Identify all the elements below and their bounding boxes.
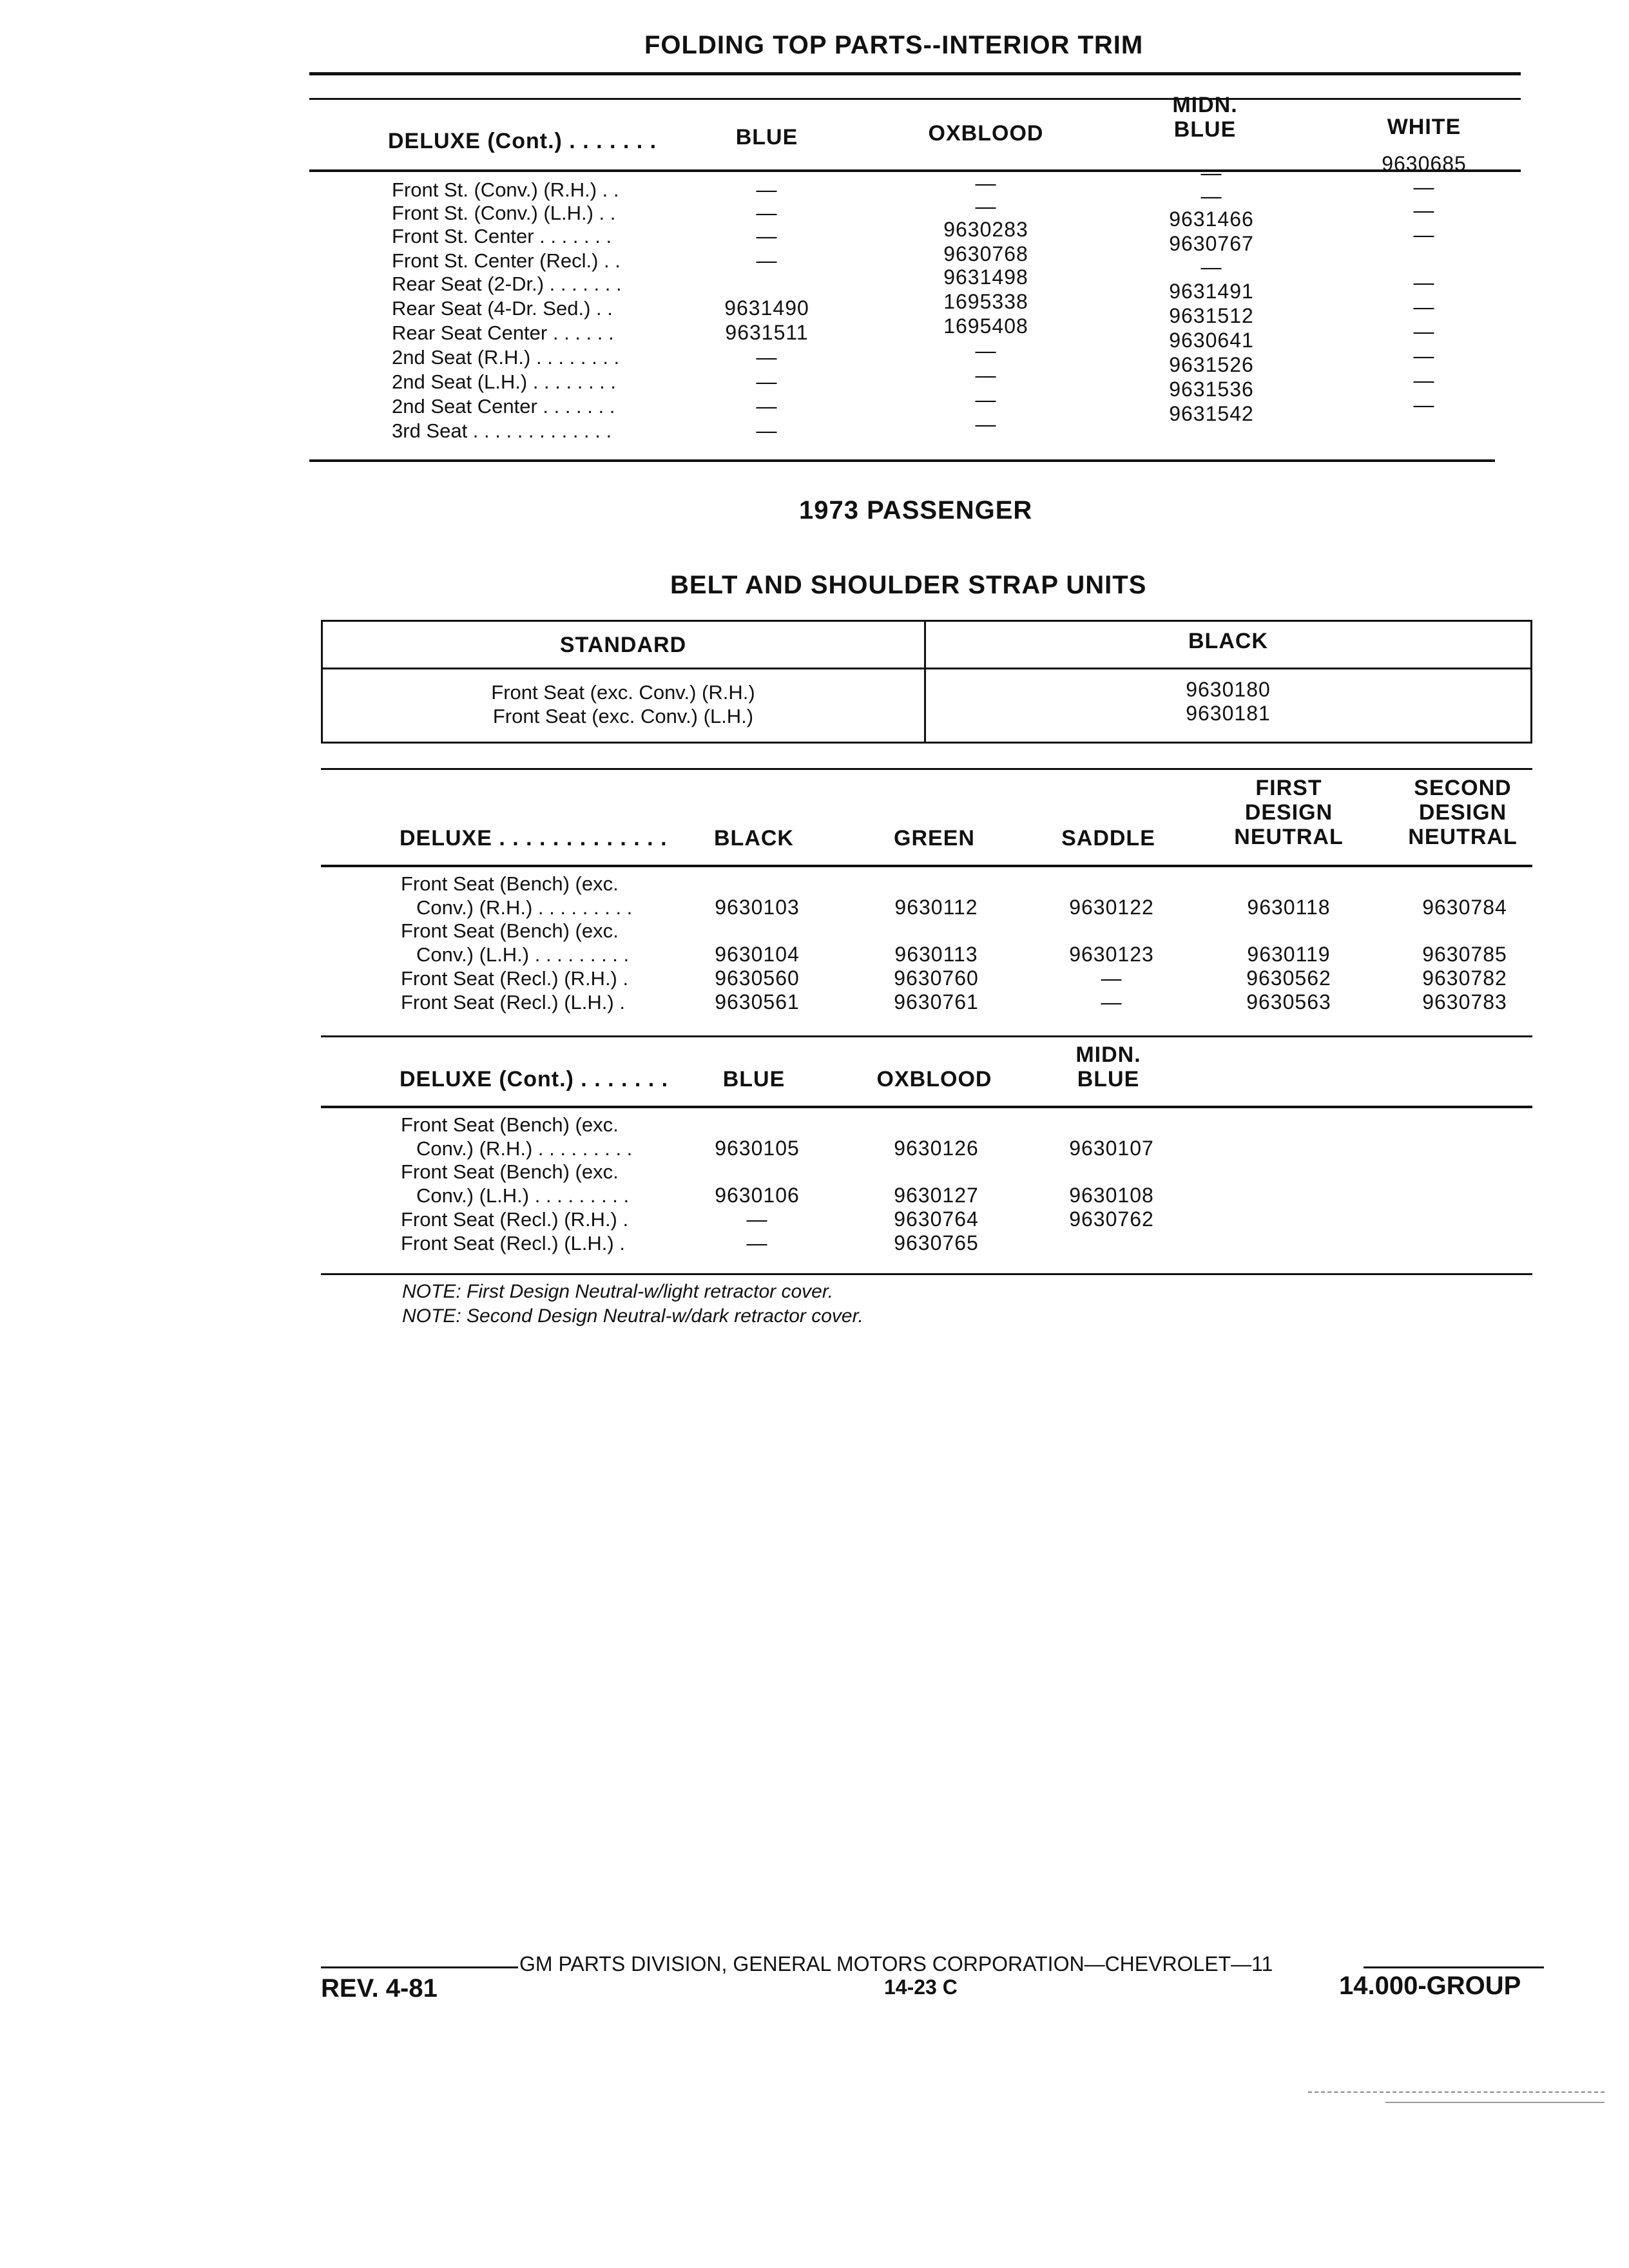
row-label: Front Seat (Bench) (exc.: [401, 1160, 619, 1183]
part-number: —: [756, 345, 778, 369]
part-number: —: [1101, 990, 1123, 1014]
part-number: 9631511: [725, 321, 809, 344]
part-number: —: [756, 201, 778, 224]
part-number: 1695408: [943, 314, 1028, 338]
row-label: Front Seat (Bench) (exc.: [401, 872, 619, 895]
part-number: —: [1413, 271, 1435, 294]
group-label: 14.000-GROUP: [1339, 1972, 1521, 2000]
part-number: —: [756, 419, 778, 442]
part-number: 9630122: [1069, 896, 1154, 919]
row-label: Front St. (Conv.) (L.H.) . .: [392, 202, 616, 224]
col-header-first: FIRST: [1255, 776, 1322, 800]
part-number: —: [1101, 966, 1123, 990]
part-number: —: [1413, 295, 1435, 318]
standard-part-number: 9630180: [1186, 678, 1271, 701]
part-number: 9630641: [1169, 329, 1254, 352]
part-number: —: [1200, 161, 1222, 184]
part-number: 9631526: [1169, 353, 1254, 376]
part-number: —: [756, 178, 778, 201]
col-header-green: GREEN: [894, 826, 975, 850]
row-label: 2nd Seat (R.H.) . . . . . . . .: [392, 346, 620, 369]
deluxe-header-rule: [321, 865, 1532, 867]
part-number: 9630783: [1422, 990, 1507, 1014]
part-number: 9631498: [943, 265, 1028, 289]
part-number: —: [746, 1207, 768, 1231]
part-number: 9630113: [894, 943, 978, 966]
row-label: Conv.) (R.H.) . . . . . . . . .: [416, 896, 633, 919]
col-header-black: BLACK: [714, 826, 794, 850]
part-number: —: [1413, 175, 1435, 198]
row-label: Front Seat (Recl.) (L.H.) .: [401, 991, 625, 1014]
part-number: 9630283: [943, 218, 1028, 241]
part-number: —: [975, 388, 997, 411]
table-bottom-rule: [309, 459, 1495, 462]
part-number: —: [756, 394, 778, 418]
standard-row-label: Front Seat (exc. Conv.) (L.H.): [492, 705, 754, 727]
scan-artifact: [1385, 2102, 1605, 2103]
footer-publisher: GM PARTS DIVISION, GENERAL MOTORS CORPORATION—CHEVROLET—11: [519, 1952, 1273, 1975]
part-number: 9630760: [894, 966, 979, 990]
part-number: 9630127: [894, 1184, 979, 1207]
part-number: 9631512: [1169, 304, 1254, 327]
row-label: Front Seat (Bench) (exc.: [401, 919, 619, 942]
standard-part-number: 9630181: [1186, 702, 1271, 725]
scan-artifact: [1308, 2091, 1605, 2093]
col-header-saddle: SADDLE: [1061, 826, 1155, 850]
part-number: 9630562: [1246, 966, 1331, 990]
part-number: 9630685: [1382, 152, 1467, 175]
part-number: —: [756, 224, 778, 247]
col-header-oxblood: OXBLOOD: [876, 1067, 992, 1091]
part-number: 9630560: [715, 966, 800, 990]
section-subtitle: BELT AND SHOULDER STRAP UNITS: [670, 571, 1147, 599]
col-header-midn-blue: BLUE: [1173, 117, 1237, 142]
part-number: 9631491: [1169, 280, 1254, 303]
row-label: Front St. Center (Recl.) . .: [392, 249, 621, 272]
part-number: —: [746, 1231, 768, 1254]
deluxe-cont-header-rule: [321, 1106, 1532, 1108]
part-number: 9631542: [1169, 402, 1254, 425]
title-rule: [309, 72, 1521, 75]
part-number: —: [1413, 393, 1435, 416]
row-label: Front Seat (Recl.) (L.H.) .: [401, 1232, 625, 1254]
part-number: 9630107: [1069, 1137, 1154, 1160]
deluxe-cont-header-label: DELUXE (Cont.) . . . . . . .: [400, 1067, 669, 1091]
row-label: Front Seat (Recl.) (R.H.) .: [401, 967, 629, 990]
part-number: 9631466: [1169, 207, 1254, 231]
note-second-design: NOTE: Second Design Neutral-w/dark retractor cover.: [402, 1305, 863, 1327]
col-header-second: SECOND: [1414, 776, 1512, 800]
part-number: 9630782: [1422, 966, 1507, 990]
part-number: —: [1413, 344, 1435, 367]
col-header-blue: BLUE: [735, 125, 798, 149]
deluxe-top-rule: [321, 768, 1532, 770]
black-header: BLACK: [1188, 629, 1268, 653]
part-number: —: [1413, 223, 1435, 246]
part-number: —: [1413, 369, 1435, 392]
part-number: 9630118: [1247, 896, 1331, 919]
part-number: 9630112: [894, 896, 978, 919]
table-top-rule: [309, 98, 1521, 100]
part-number: —: [975, 363, 997, 387]
part-number: —: [975, 171, 997, 195]
row-label: Front St. Center . . . . . . .: [392, 225, 612, 247]
row-label: 2nd Seat Center . . . . . . .: [392, 395, 615, 418]
part-number: 9630784: [1422, 896, 1507, 919]
col-header-midn: MIDN.: [1075, 1043, 1141, 1067]
row-label: Front Seat (Recl.) (R.H.) .: [401, 1208, 629, 1231]
part-number: —: [975, 195, 997, 218]
row-label: 2nd Seat (L.H.) . . . . . . . .: [392, 370, 617, 393]
part-number: 9630768: [943, 242, 1028, 265]
part-number: 9630563: [1246, 990, 1331, 1014]
part-number: —: [756, 370, 778, 393]
row-label: 3rd Seat . . . . . . . . . . . . .: [392, 419, 612, 442]
col-header-first-design: DESIGN: [1244, 800, 1333, 825]
page-number: 14-23 C: [884, 1975, 958, 1999]
part-number: 9630123: [1069, 943, 1154, 966]
footer-rule-left: [321, 1966, 518, 1968]
part-number: 9631536: [1169, 378, 1254, 401]
part-number: —: [1200, 184, 1222, 207]
col-header-first-neutral: NEUTRAL: [1234, 825, 1344, 849]
standard-header: STANDARD: [559, 633, 687, 657]
part-number: —: [1413, 320, 1435, 343]
col-header-blue: BLUE: [722, 1067, 786, 1091]
deluxe-bottom-rule: [321, 1035, 1532, 1037]
page-title: FOLDING TOP PARTS--INTERIOR TRIM: [644, 31, 1144, 59]
part-number: 9630119: [1247, 943, 1331, 966]
col-header-label: DELUXE (Cont.) . . . . . . .: [388, 129, 657, 153]
part-number: 9630103: [715, 896, 800, 919]
part-number: 9630561: [715, 990, 800, 1014]
part-number: 9630126: [894, 1137, 979, 1160]
part-number: 1695338: [943, 290, 1028, 313]
part-number: 9630105: [715, 1137, 800, 1160]
part-number: —: [756, 249, 778, 272]
part-number: 9631490: [724, 296, 809, 320]
part-number: —: [1413, 198, 1435, 222]
col-header-second-design: DESIGN: [1418, 800, 1507, 825]
part-number: 9630764: [894, 1207, 979, 1231]
row-label: Rear Seat (2-Dr.) . . . . . . .: [392, 273, 622, 295]
row-label: Rear Seat (4-Dr. Sed.) . .: [392, 297, 613, 320]
part-number: 9630761: [894, 990, 979, 1014]
part-number: 9630785: [1422, 943, 1507, 966]
col-header-midn: MIDN.: [1172, 93, 1238, 117]
col-header-second-neutral: NEUTRAL: [1408, 825, 1518, 849]
revision-label: REV. 4-81: [321, 1974, 438, 2003]
part-number: 9630762: [1069, 1207, 1154, 1231]
part-number: —: [975, 412, 997, 436]
standard-row-label: Front Seat (exc. Conv.) (R.H.): [491, 681, 755, 704]
col-header-oxblood: OXBLOOD: [928, 121, 1044, 146]
row-label: Conv.) (R.H.) . . . . . . . . .: [416, 1137, 633, 1160]
part-number: —: [975, 339, 997, 362]
part-number: 9630104: [715, 943, 800, 966]
deluxe-header-label: DELUXE . . . . . . . . . . . . .: [400, 826, 668, 850]
row-label: Front Seat (Bench) (exc.: [401, 1113, 619, 1136]
row-label: Rear Seat Center . . . . . .: [392, 322, 614, 344]
row-label: Conv.) (L.H.) . . . . . . . . .: [416, 1184, 630, 1207]
row-label: Front St. (Conv.) (R.H.) . .: [392, 178, 619, 201]
part-number: 9630765: [894, 1231, 979, 1254]
part-number: 9630767: [1169, 232, 1254, 255]
footer-rule-right: [1364, 1966, 1544, 1968]
col-header-white: WHITE: [1387, 115, 1461, 139]
standard-header-rule: [321, 668, 1530, 669]
deluxe-cont-bottom-rule: [321, 1273, 1532, 1275]
part-number: 9630108: [1069, 1184, 1154, 1207]
section-title: 1973 PASSENGER: [799, 496, 1033, 524]
part-number: —: [1200, 255, 1222, 278]
note-first-design: NOTE: First Design Neutral-w/light retractor cover.: [402, 1281, 834, 1302]
row-label: Conv.) (L.H.) . . . . . . . . .: [416, 943, 630, 966]
part-number: 9630106: [715, 1184, 800, 1207]
col-header-midn-blue: BLUE: [1077, 1067, 1140, 1091]
